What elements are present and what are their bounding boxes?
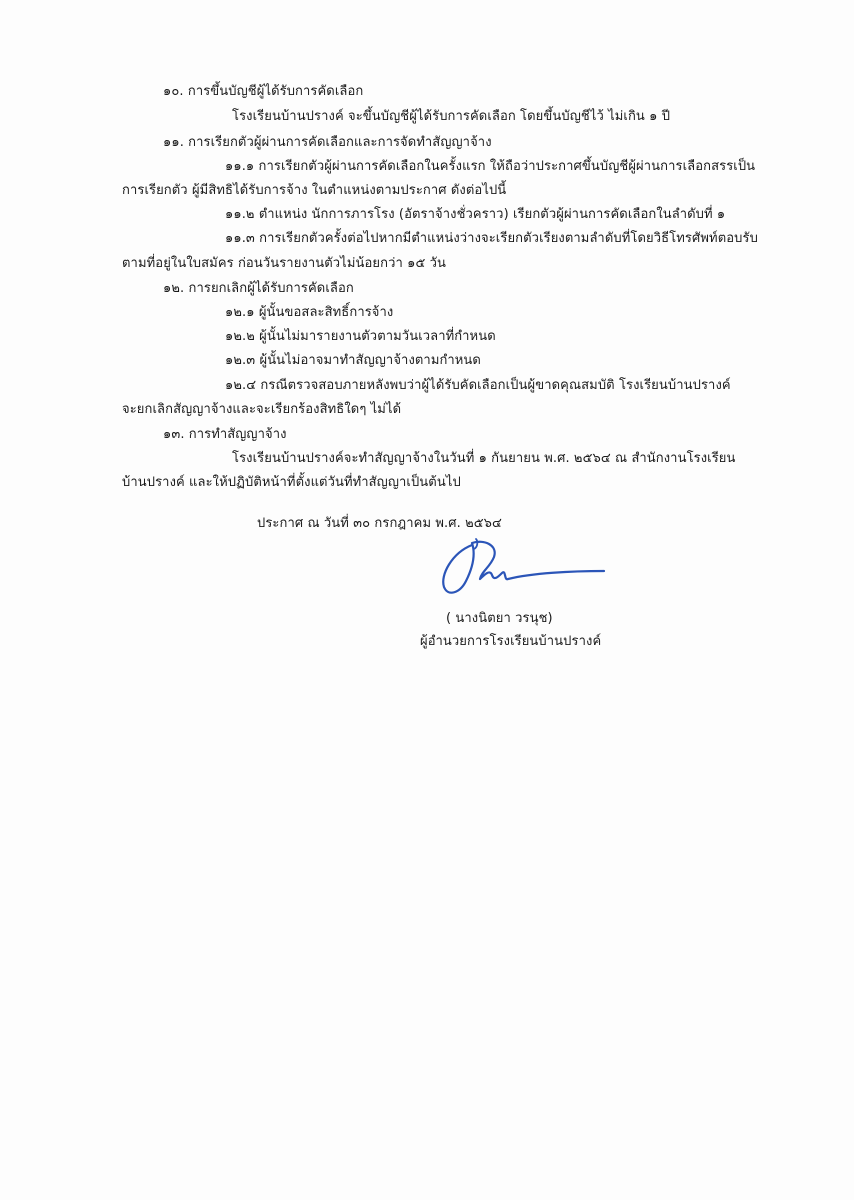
section-11-2: ๑๑.๒ ตำแหน่ง นักการภารโรง (อัตราจ้างชั่วคราว) เรียกตัวผู้ผ่านการคัดเลือกในลำดับที่ ๑ [225, 207, 726, 222]
section-13-heading: ๑๓. การทำสัญญาจ้าง [163, 427, 287, 442]
section-12-1: ๑๒.๑ ผู้นั้นขอสละสิทธิ์การจ้าง [225, 305, 394, 320]
section-11-3-line2: ตามที่อยู่ในใบสมัคร ก่อนวันรายงานตัวไม่น้อยกว่า ๑๕ วัน [122, 256, 447, 271]
signature-image [432, 535, 612, 607]
section-12-heading: ๑๒. การยกเลิกผู้ได้รับการคัดเลือก [163, 281, 354, 296]
section-11-1-line2: การเรียกตัว ผู้มีสิทธิได้รับการจ้าง ในตำแหน่งตามประกาศ ดังต่อไปนี้ [122, 183, 507, 198]
section-10-text: โรงเรียนบ้านปรางค์ จะขึ้นบัญชีผู้ได้รับการคัดเลือก โดยขึ้นบัญชีไว้ ไม่เกิน ๑ ปี [232, 109, 671, 124]
section-12-2: ๑๒.๒ ผู้นั้นไม่มารายงานตัวตามวันเวลาที่กำหนด [225, 329, 496, 344]
section-13-line2: บ้านปรางค์ และให้ปฏิบัติหน้าที่ตั้งแต่วันที่ทำสัญญาเป็นต้นไป [122, 475, 461, 490]
section-12-3: ๑๒.๓ ผู้นั้นไม่อาจมาทำสัญญาจ้างตามกำหนด [225, 353, 481, 368]
section-11-1-line1: ๑๑.๑ การเรียกตัวผู้ผ่านการคัดเลือกในครั้งแรก ให้ถือว่าประกาศขึ้นบัญชีผู้ผ่านการเลือกสรรเป็น [225, 159, 756, 174]
section-11-heading: ๑๑. การเรียกตัวผู้ผ่านการคัดเลือกและการจัดทำสัญญาจ้าง [163, 135, 492, 150]
section-11-3-line1: ๑๑.๓ การเรียกตัวครั้งต่อไปหากมีตำแหน่งว่างจะเรียกตัวเรียงตามลำดับที่โดยวิธีโทรศัพท์ตอบรับ [225, 231, 758, 246]
section-12-4-line2: จะยกเลิกสัญญาจ้างและจะเรียกร้องสิทธิใดๆ ไม่ได้ [122, 402, 402, 417]
signatory-position: ผู้อำนวยการโรงเรียนบ้านปรางค์ [420, 634, 602, 649]
section-10-heading: ๑๐. การขึ้นบัญชีผู้ได้รับการคัดเลือก [163, 84, 364, 99]
section-13-line1: โรงเรียนบ้านปรางค์จะทำสัญญาจ้างในวันที่ ๑ กันยายน พ.ศ. ๒๕๖๔ ณ สำนักงานโรงเรียน [232, 451, 736, 466]
signatory-name: ( นางนิตยา วรนุช) [446, 611, 553, 626]
section-12-4-line1: ๑๒.๔ กรณีตรวจสอบภายหลังพบว่าผู้ได้รับคัดเลือกเป็นผู้ขาดคุณสมบัติ โรงเรียนบ้านปรางค์ [225, 378, 731, 393]
announcement-date: ประกาศ ณ วันที่ ๓๐ กรกฎาคม พ.ศ. ๒๕๖๔ [257, 516, 502, 531]
